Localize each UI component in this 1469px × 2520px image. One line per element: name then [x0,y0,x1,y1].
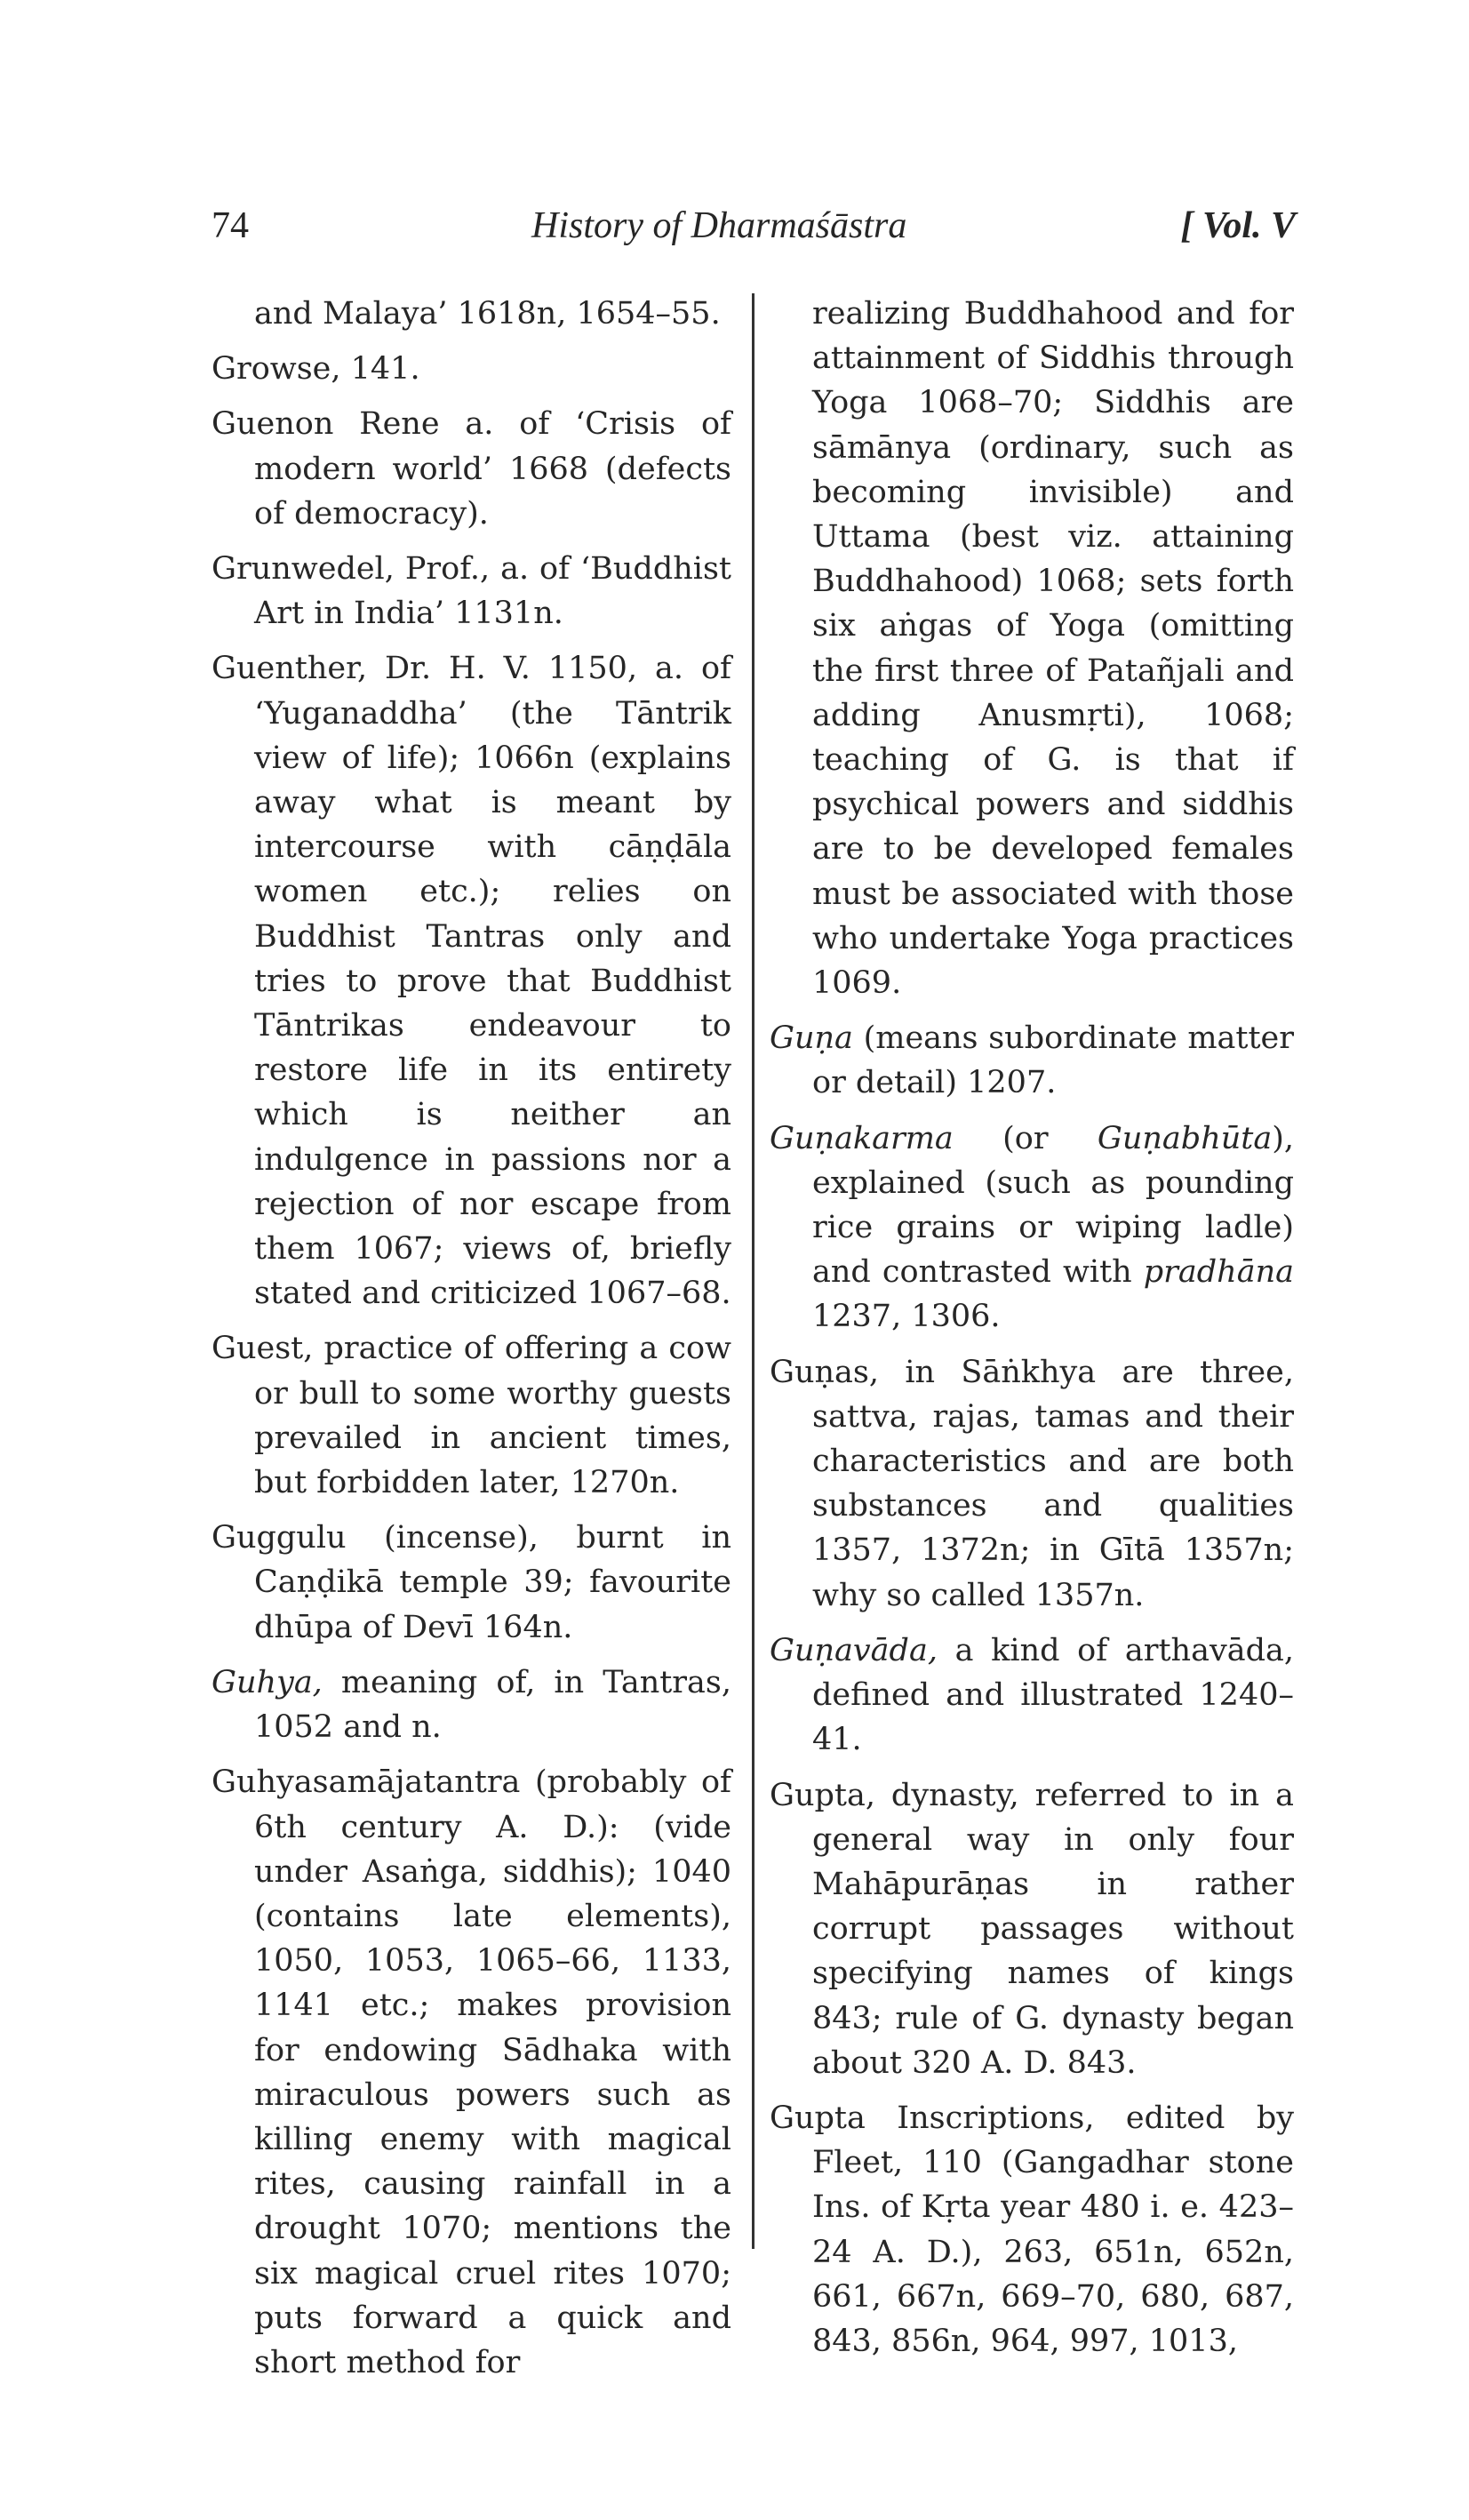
index-entry: realizing Buddhahood and for attainment of Siddhis through Yoga 1068–70; Siddhis are sāmānya (ordinary, such as becoming invisible) and Uttama (best viz. attaining Buddhahood) 1068; sets forth six aṅgas of Yoga (omitting the first three of Patañjali and adding Anusmṛti), 1068; teaching of G. is that if psychical powers and siddhis are to be developed females must be associated with those who undertake Yoga practices 1069. [812,296,1294,1002]
running-title: History of Dharmaśāstra [531,205,907,246]
index-entry [770,1628,1294,1763]
entry-text: a kind of arthavāda, defined and illustrated 1240–41. [812,1632,1294,1758]
entry-term: Guṇabhūta [1097,1120,1273,1156]
page-number: 74 [212,205,249,246]
entry-text: (or [953,1120,1098,1156]
index-entry: Guggulu (incense), burnt in Caṇḍikā temple 39; favourite dhūpa of Devī 164n. [212,1520,731,1645]
entry-term: pradhāna [1143,1254,1294,1291]
volume-label: [ Vol. V [1180,205,1296,246]
entry-term: Guṇakarma [770,1120,954,1156]
page-header [212,204,1296,267]
index-entry: Growse, 141. [212,351,420,388]
right-column [770,292,1294,2374]
index-entry [770,1016,1294,1105]
index-entry [212,1660,731,1749]
index-entry: and Malaya’ 1618n, 1654–55. [254,296,721,332]
index-entry: Gupta, dynasty, referred to in a general way in only four Mahāpurāṇas in rather corrupt passages without specifying names of kings 843; rule of G. dynasty began about 320 A. D. 843. [770,1777,1294,2081]
index-entry: Guenon Rene a. of ‘Crisis of modern world’ 1668 (defects of democracy). [212,406,731,532]
index-entry: Guṇas, in Sāṅkhya are three, sattva, rajas, tamas and their characteristics and are both substances and qualities 1357, 1372n; in Gītā 1357n; why so called 1357n. [770,1354,1294,1613]
index-entry: Guhyasamājatantra (probably of 6th century A. D.): (vide under Asaṅga, siddhis); 1040 (contains late elements), 1050, 1053, 1065–66, 1133, 1141 etc.; makes provision for endowing Sādhaka with miraculous powers such as killing enemy with magical rites, causing rainfall in a drought 1070; mentions the six magical cruel rites 1070; puts forward a quick and short method for [212,1764,731,2380]
entry-term: Guṇa [770,1020,853,1057]
index-entry: Guest, practice of offering a cow or bull to some worthy guests prevailed in ancient times, but forbidden later, 1270n. [212,1331,731,1501]
entry-term: Guhya, [212,1664,323,1700]
column-divider [752,293,754,2249]
entry-text: 1237, 1306. [812,1299,1001,1335]
entry-text: meaning of, in Tantras, 1052 and n. [254,1664,731,1746]
entry-text: ), explained (such as pounding rice grains or wiping ladle) and contrasted with [812,1120,1294,1291]
index-entry: Guenther, Dr. H. V. 1150, a. of ‘Yuganaddha’ (the Tāntrik view of life); 1066n (explains away what is meant by intercourse with cāṇḍāla women etc.); relies on Buddhist Tantras only and tries to prove that Buddhist Tāntrikas endeavour to restore life in its entirety which is neither an indulgence in passions nor a rejection of nor escape from them 1067; views of, briefly stated and criticized 1067–68. [212,651,731,1312]
index-entry: Grunwedel, Prof., a. of ‘Buddhist Art in India’ 1131n. [212,551,731,632]
index-entry [770,1116,1294,1340]
entry-text: (means subordinate matter or detail) 1207. [812,1020,1294,1101]
entry-term: Guṇavāda, [770,1632,938,1668]
index-entry: Gupta Inscriptions, edited by Fleet, 110 (Gangadhar stone Ins. of Kṛta year 480 i. e. 423–24 A. D.), 263, 651n, 652n, 661, 667n, 669–70, 680, 687, 843, 856n, 964, 997, 1013, [770,2100,1294,2359]
left-column [212,292,731,2396]
